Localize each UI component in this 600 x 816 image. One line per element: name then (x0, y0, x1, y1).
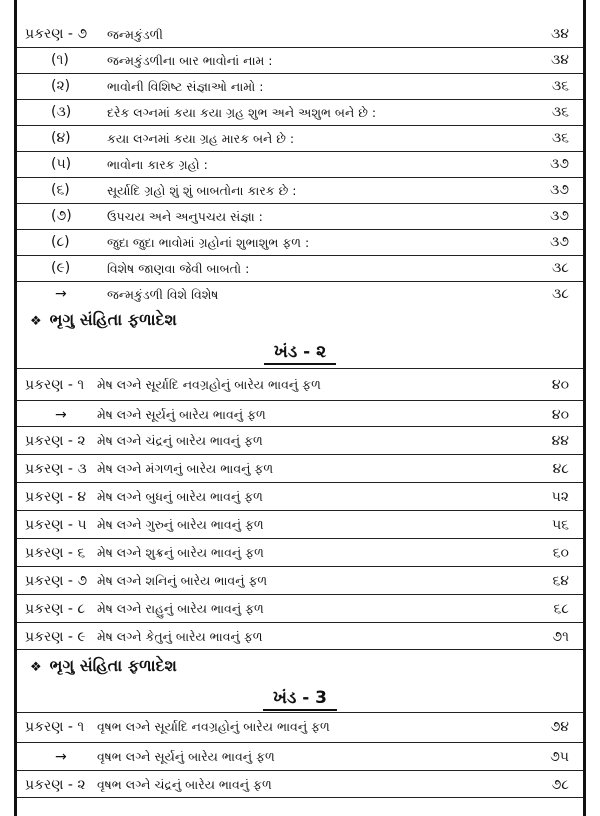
toc-page: ૬૦ (552, 545, 569, 561)
toc-chapter-label: પ્રકરણ - ૨ (25, 433, 86, 449)
toc-title: મેષ લગ્ને બુધનું બારેય ભાવનું ફળ (97, 489, 263, 504)
toc-chapter-label: પ્રકરણ - ૩ (25, 461, 87, 477)
toc-page: ૭૧ (552, 629, 569, 645)
toc-title: કયા લગ્નમાં કયા ગ્રહ મારક બને છે : (107, 131, 295, 146)
toc-title: જન્મકુંડળી વિશે વિશેષ (107, 287, 219, 302)
toc-item-number: (૬) (51, 182, 70, 198)
toc-page: ૩૪ (550, 26, 569, 42)
toc-chapter-label: પ્રકરણ - ૬ (25, 545, 86, 561)
toc-item-number: (૯) (51, 260, 71, 276)
toc-title: વૃષભ લગ્ને ચંદ્રનું બારેય ભાવનું ફળ (97, 777, 272, 792)
toc-page: ૪૦ (551, 407, 569, 423)
toc-title: ભાવોની વિશિષ્ટ સંજ્ઞાઓ નામો : (107, 79, 264, 94)
toc-page: ૩૭ (549, 234, 569, 250)
toc-page: ૩૮ (551, 286, 569, 302)
toc-title: મેષ લગ્ને શુક્રનું બારેય ભાવનું ફળ (97, 545, 264, 560)
toc-title: જન્મકુંડળી (107, 27, 163, 42)
toc-chapter-label: પ્રકરણ - ૭ (25, 26, 88, 42)
toc-row[interactable] (17, 152, 583, 178)
toc-page: ૪૪ (551, 433, 569, 449)
toc-row[interactable] (17, 622, 583, 650)
khand-title (0, 342, 600, 362)
toc-row[interactable] (17, 742, 583, 769)
toc-row[interactable] (17, 368, 583, 395)
toc-page: ૩૪ (550, 52, 569, 68)
toc-title: મેષ લગ્ને રાહુનું બારેય ભાવનું ફળ (97, 601, 264, 616)
toc-row[interactable] (17, 566, 583, 593)
toc-chapter-label: પ્રકરણ - ૯ (25, 629, 86, 645)
section-heading (30, 310, 177, 330)
toc-title: મેષ લગ્ને સૂર્યાદિ નવગ્રહોનું બારેય ભાવનું ફળ (97, 377, 321, 392)
toc-item-number: (૨) (51, 78, 71, 94)
toc-title: સૂર્યાદિ ગ્રહો શું શું બાબતોના કારક છે : (107, 183, 297, 198)
section-heading-text: ભૃગુ સંહિતા ફળાદેશ (49, 310, 177, 329)
arrow-icon: → (55, 407, 67, 423)
toc-item-number: (૮) (51, 234, 70, 250)
toc-page: ૭૪ (550, 719, 569, 735)
toc-page: ૪૦ (551, 377, 569, 393)
diamond-bullet-icon: ❖ (30, 660, 42, 675)
toc-page: ૭૮ (551, 777, 569, 793)
toc-chapter-label: પ્રકરણ - ૨ (25, 777, 86, 793)
toc-item-number: (૪) (51, 130, 71, 146)
toc-page: ૭૫ (550, 749, 569, 765)
toc-page: ૩૭ (549, 208, 569, 224)
toc-title: દરેક લગ્નમાં કયા કયા ગ્રહ શુભ અને અશુભ બને છે : (107, 105, 377, 120)
toc-chapter-label: પ્રકરણ - ૪ (25, 489, 87, 505)
toc-row[interactable] (17, 282, 583, 308)
toc-title: મેષ લગ્ને શનિનું બારેય ભાવનું ફળ (97, 573, 268, 588)
toc-page: ૩૬ (551, 78, 569, 94)
toc-title: ઉપચય અને અનુપચય સંજ્ઞા : (107, 209, 263, 224)
toc-title: વિશેષ જાણવા જેવી બાબતો : (107, 261, 250, 276)
toc-chapter-label: પ્રકરણ - ૫ (25, 517, 87, 533)
toc-row[interactable] (17, 400, 583, 427)
toc-page: ૬૪ (552, 573, 569, 589)
toc-row[interactable] (17, 178, 583, 204)
toc-chapter-label: પ્રકરણ - ૭ (25, 573, 88, 589)
toc-title: જુદા જુદા ભાવોમાં ગ્રહોનાં શુભાશુભ ફળ : (107, 235, 310, 250)
toc-row[interactable] (17, 770, 583, 798)
toc-row[interactable] (17, 256, 583, 282)
toc-row[interactable] (17, 230, 583, 256)
arrow-icon: → (55, 749, 67, 765)
toc-page: ૩૬ (551, 104, 569, 120)
toc-page: ૩૮ (551, 260, 569, 276)
toc-title: મેષ લગ્ને ગુરુનું બારેય ભાવનું ફળ (97, 517, 264, 532)
toc-row[interactable] (17, 482, 583, 509)
toc-item-number: (૫) (51, 156, 72, 172)
toc-title: મેષ લગ્ને ચંદ્રનું બારેય ભાવનું ફળ (97, 433, 263, 448)
toc-chapter-label: પ્રકરણ - ૧ (25, 719, 85, 735)
arrow-icon: → (55, 286, 67, 302)
toc-page: ૩૬ (551, 130, 569, 146)
khand-title-text: ખંડ - ૨ (264, 342, 336, 365)
toc-chapter-label: પ્રકરણ - ૧ (25, 377, 85, 393)
toc-title: મેષ લગ્ને સૂર્યનું બારેય ભાવનું ફળ (97, 407, 266, 422)
section-heading-text: ભૃગુ સંહિતા ફળાદેશ (49, 656, 177, 675)
toc-item-number: (૭) (51, 208, 72, 224)
toc-title: વૃષભ લગ્ને સૂર્યાદિ નવગ્રહોનું બારેય ભાવનું ફળ (97, 719, 330, 734)
diamond-bullet-icon: ❖ (30, 314, 42, 329)
khand-title-text: ખંડ - 3 (263, 688, 337, 711)
toc-page: ૩૭ (549, 182, 569, 198)
toc-row[interactable] (17, 204, 583, 230)
toc-row[interactable] (17, 48, 583, 74)
toc-page: ૫૨ (551, 489, 569, 505)
toc-row[interactable] (17, 100, 583, 126)
toc-chapter-label: પ્રકરણ - ૮ (25, 601, 86, 617)
toc-row[interactable] (17, 126, 583, 152)
toc-page: ૫૬ (551, 517, 569, 533)
toc-page: ૪૮ (552, 461, 569, 477)
toc-row[interactable] (17, 22, 583, 48)
toc-page: ૩૭ (549, 156, 569, 172)
toc-row[interactable] (17, 594, 583, 621)
toc-title: જન્મકુંડળીના બાર ભાવોનાં નામ : (107, 53, 273, 68)
toc-page: ૬૮ (553, 601, 569, 617)
toc-row[interactable] (17, 454, 583, 481)
toc-item-number: (૧) (51, 52, 69, 68)
toc-row[interactable] (17, 426, 583, 453)
toc-row[interactable] (17, 538, 583, 565)
toc-row[interactable] (17, 510, 583, 537)
toc-title: મેષ લગ્ને મંગળનું બારેય ભાવનું ફળ (97, 461, 274, 476)
toc-item-number: (૩) (51, 104, 72, 120)
khand-title (0, 688, 600, 708)
toc-title: મેષ લગ્ને કેતુનું બારેય ભાવનું ફળ (97, 629, 263, 644)
section-heading (30, 656, 177, 676)
toc-title: ભાવોના કારક ગ્રહો : (107, 157, 208, 172)
toc-row[interactable] (17, 712, 583, 739)
toc-title: વૃષભ લગ્ને સૂર્યનું બારેય ભાવનું ફળ (97, 749, 275, 764)
toc-row[interactable] (17, 74, 583, 100)
